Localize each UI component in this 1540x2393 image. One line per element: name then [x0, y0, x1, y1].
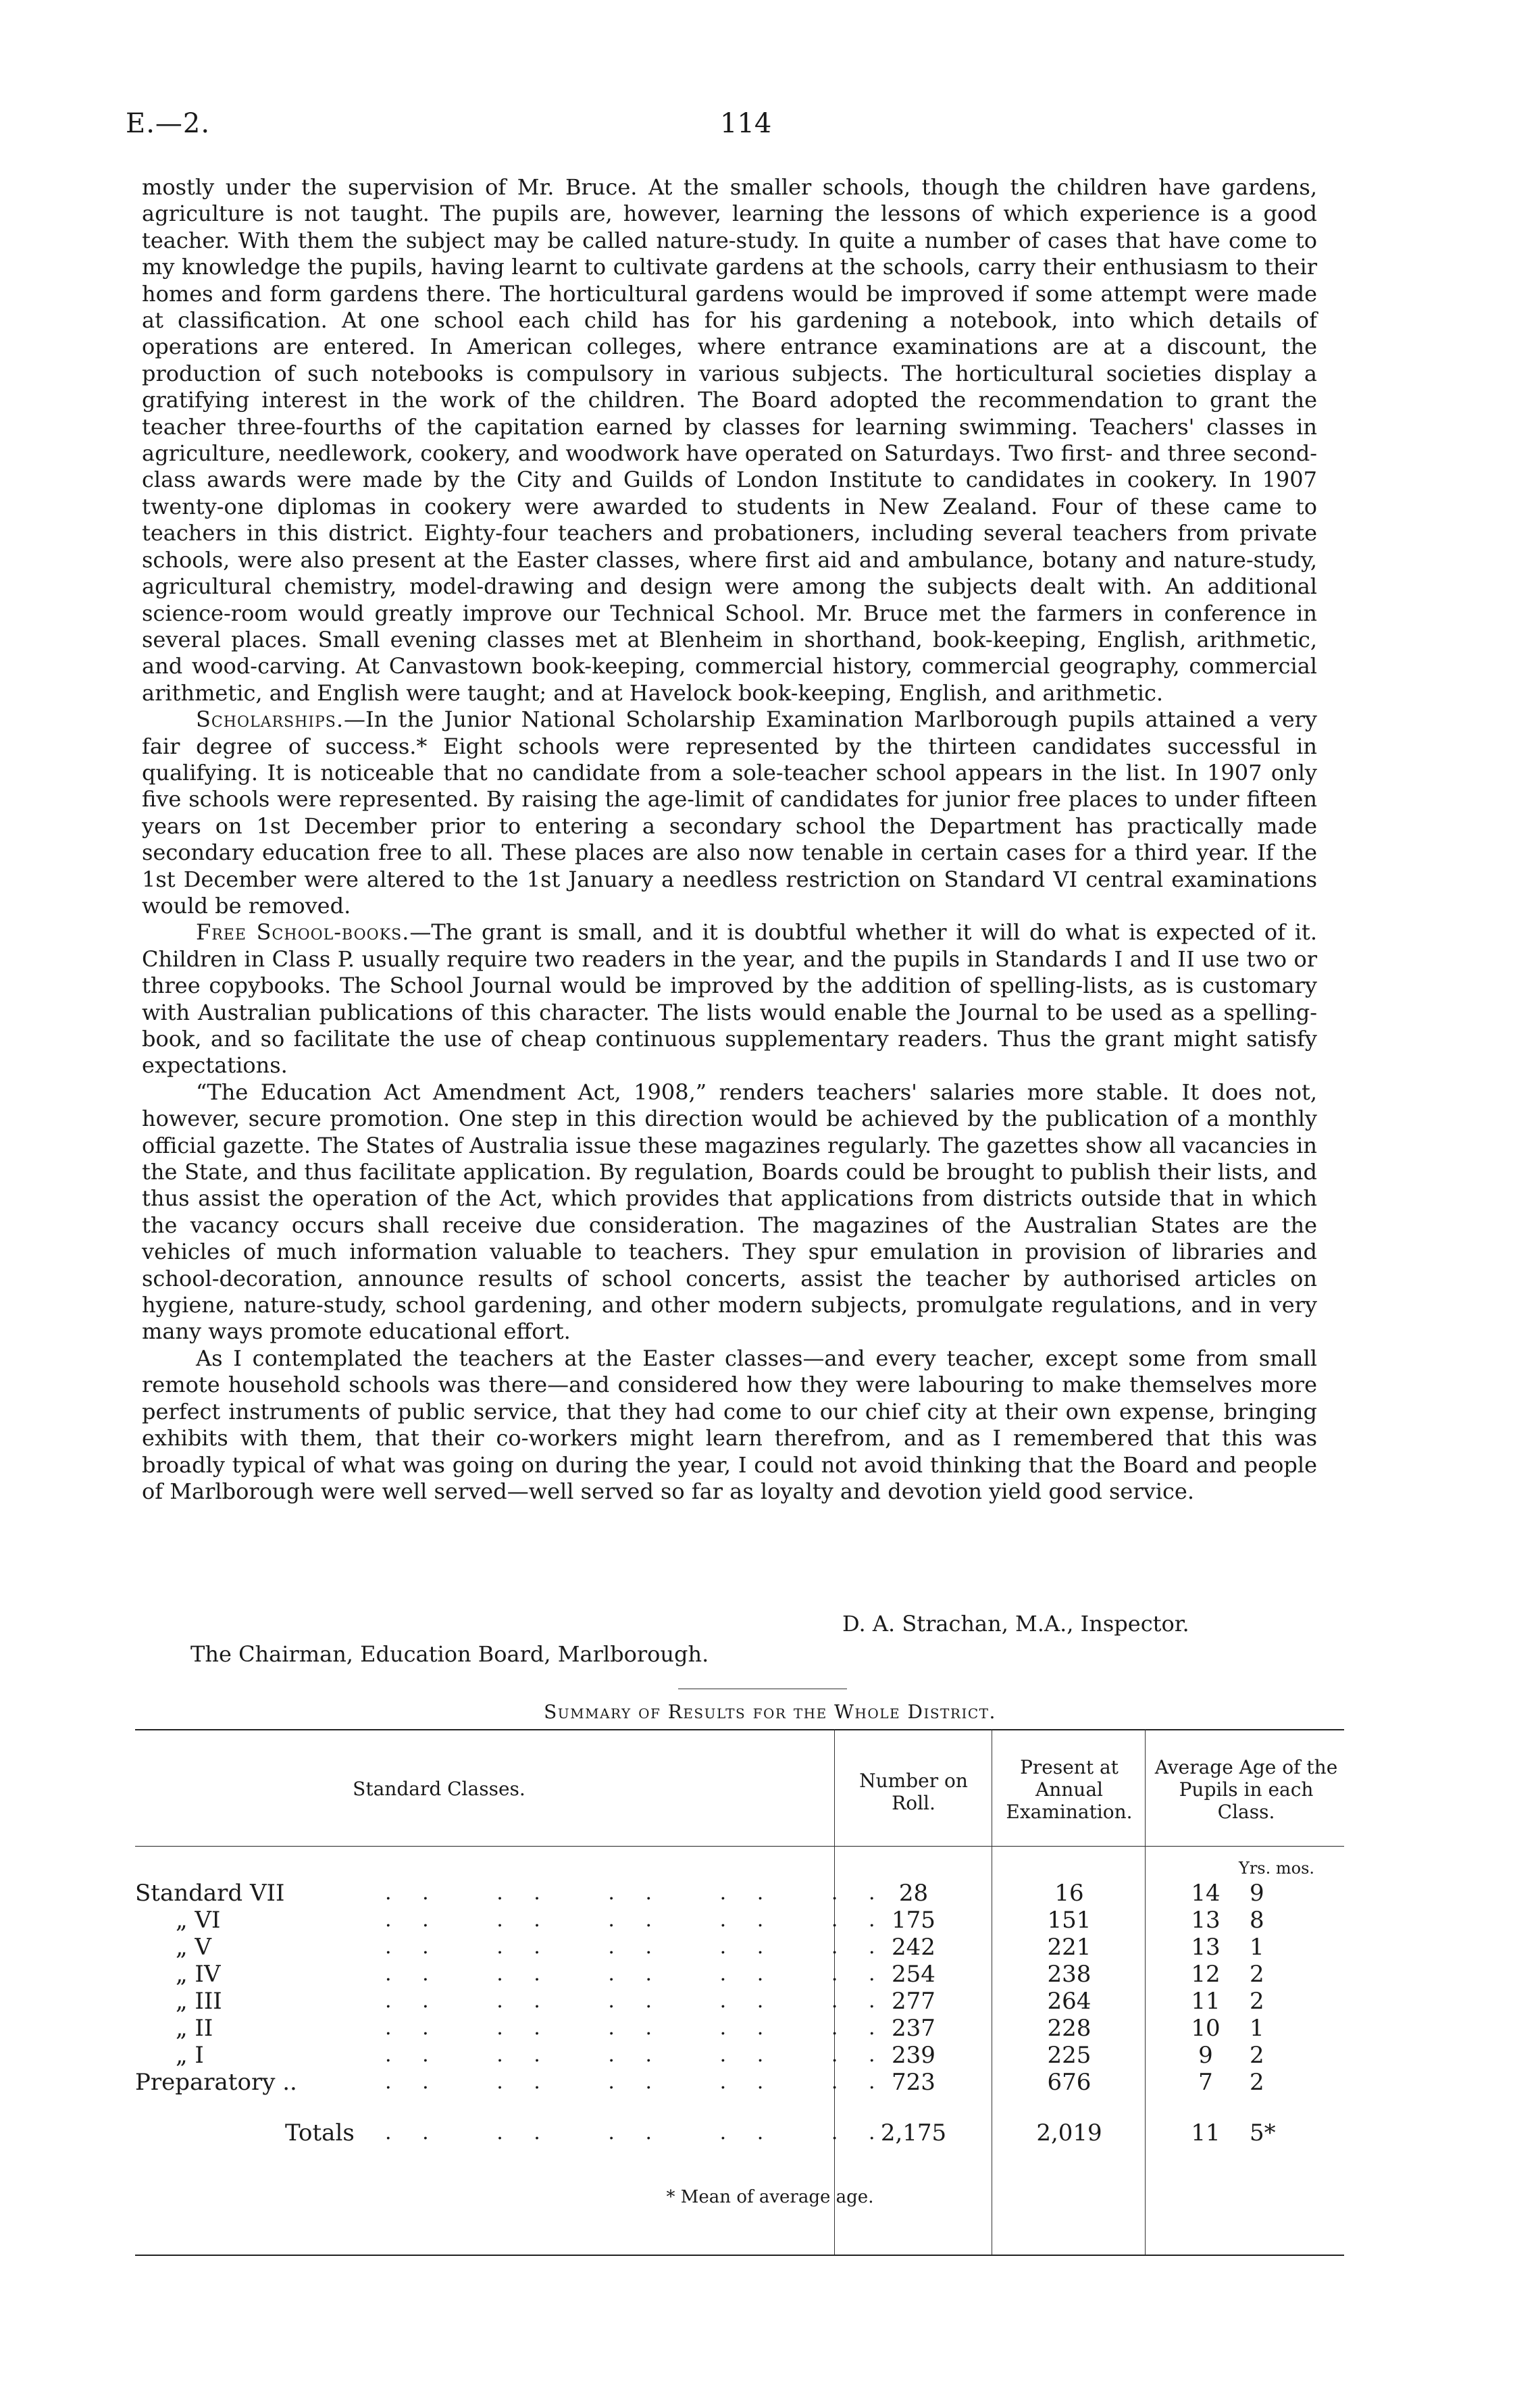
paragraph-text: “The Education Act Amendment Act, 1908,” renders teachers' salaries more stable. It does not, however, secure promotion. One step in this direction would be achieved by the publication of a monthly official gazette. The States of Australia issue these magazines regularly. The gazettes show all vacancies in the State, and thus facilitate application. By regulation, Boards could be brought to publish their lists, and thus assist the operation of the Act, which provides that applications from districts outside that in which the vacancy occurs shall receive due consideration. The magazines of the Australian States are the vehicles of much information valuable to teachers. They spur emulation in provision of libraries and school-decoration, announce results of school concerts, assist the teacher by authorised articles on hygiene, nature-study, school gardening, and other modern subjects, promulgate regulations, and in very many ways promote educational effort. — [142, 1079, 1317, 1345]
age-months: 8 — [1250, 1907, 1264, 1934]
paragraph-free-school-books — [142, 919, 1317, 1079]
present-value: 225 — [1047, 2042, 1092, 2069]
leader-dots: . . . . . . . . . . — [385, 1962, 888, 1986]
age-years: 13 — [1191, 1934, 1221, 1961]
row-label: „ III — [176, 1988, 222, 2015]
paragraph-text: —In the Junior National Scholarship Examination Marlborough pupils attained a very fair degree of success.* Eight schools were represented by the thirteen candidates successful in qualifying. It is noticeable that no candidate from a sole-teacher school appears in the list. In 1907 only five schools were represented. By raising the age-limit of candidates for junior free places to under fifteen years on 1st December prior to entering a secondary school the Department has practically made secondary education free to all. These places are also now tenable in certain cases for a third year. If the 1st December were altered to the 1st January a needless restriction on Standard VI central examinations would be removed. — [142, 706, 1317, 919]
present-value: 238 — [1047, 1961, 1092, 1988]
table-footnote: * Mean of average age. — [666, 2187, 874, 2207]
totals-age-years: 11 — [1191, 2119, 1221, 2146]
header-standard-classes: Standard Classes. — [353, 1778, 525, 1800]
leader-dots: . . . . . . . . . . — [385, 2043, 888, 2067]
age-months: 2 — [1250, 1988, 1264, 2015]
leader-dots: . . . . . . . . . . — [385, 2121, 888, 2144]
age-years: 11 — [1191, 1988, 1221, 2015]
section-heading: Free School-books. — [196, 919, 410, 946]
roll-value: 237 — [892, 2015, 935, 2042]
inspector-signature: D. A. Strachan, M.A., Inspector. — [842, 1611, 1189, 1637]
paragraph-text: mostly under the supervision of Mr. Bruce. At the smaller schools, though the children have gardens, agriculture is not taught. The pupils are, however, learning the lessons of which experience is a good teacher. With them the subject may be called nature-study. In quite a number of cases that have come to my knowledge the pupils, having learnt to cultivate gardens at the schools, carry their enthusiasm to their homes and form gardens there. The horticultural gardens would be improved if some attempt were made at classification. At one school each child has for his gardening a notebook, into which details of operations are entered. In American colleges, where entrance examinations are at a discount, the production of such notebooks is compulsory in various subjects. The horticultural societies display a gratifying interest in the work of the children. The Board adopted the recommendation to grant the teacher three-fourths of the capitation earned by classes for learning swimming. Teachers' classes in agriculture, needlework, cookery, and woodwork have operated on Saturdays. Two first- and three second-class awards were made by the City and Guilds of London Institute to candidates in cookery. In 1907 twenty-one diplomas in cookery were awarded to students in New Zealand. Four of these came to teachers in this district. Eighty-four teachers and probationers, including several teachers from private schools, were also present at the Easter classes, where first aid and ambulance, botany and nature-study, agricultural chemistry, model-drawing and design were among the subjects dealt with. An additional science-room would greatly improve our Technical School. Mr. Bruce met the farmers in conference in several places. Small evening classes met at Blenheim in shorthand, book-keeping, English, arithmetic, and wood-carving. At Canvastown book-keeping, commercial history, commercial geography, commercial arithmetic, and English were taught; and at Havelock book-keeping, English, and arithmetic. — [142, 174, 1317, 706]
paragraph-text: —The grant is small, and it is doubtful whether it will do what is expected of it. Children in Class P. usually require two readers in the year, and the pupils in Standards I and II use two or three copybooks. The School Journal would be improved by the addition of spelling-lists, as is customary with Australian publications of this character. The lists would enable the Journal to be used as a spelling-book, and so facilitate the use of cheap continuous supplementary readers. Thus the grant might satisfy expectations. — [142, 919, 1317, 1079]
report-body — [142, 174, 1317, 1505]
present-value: 264 — [1047, 1988, 1092, 2015]
totals-roll: 2,175 — [880, 2119, 947, 2146]
leader-dots: . . . . . . . . . . — [385, 1881, 888, 1905]
leader-dots: . . . . . . . . . . — [385, 2070, 888, 2094]
row-label: „ VI — [176, 1907, 221, 1934]
age-years: 10 — [1191, 2015, 1221, 2042]
paragraph-agriculture — [142, 174, 1317, 706]
page-number: 114 — [720, 108, 772, 139]
row-label: Standard VII — [135, 1880, 285, 1907]
age-years: 13 — [1191, 1907, 1221, 1934]
paragraph-text: As I contemplated the teachers at the Easter classes—and every teacher, except some from small remote household schools was there—and considered how they were labouring to make themselves more perfect instruments of public service, that they had come to our chief city at their own expense, bringing exhibits with them, that their co-workers might learn therefrom, and as I remembered that this was broadly typical of what was going on during the year, I could not avoid thinking that the Board and people of Marlborough were well served—well served so far as loyalty and devotion yield good service. — [142, 1345, 1317, 1504]
row-label: „ V — [176, 1934, 211, 1961]
age-months: 2 — [1250, 1961, 1264, 1988]
age-years: 9 — [1198, 2042, 1213, 2069]
header-number-on-roll: Number on Roll. — [859, 1770, 968, 1814]
document-reference: E.—2. — [126, 108, 211, 139]
row-label: „ IV — [176, 1961, 221, 1988]
roll-value: 175 — [892, 1907, 935, 1934]
paragraph-scholarships — [142, 706, 1317, 919]
roll-value: 242 — [892, 1934, 935, 1961]
table-header-rule — [135, 1846, 1344, 1847]
leader-dots: . . . . . . . . . . — [385, 2016, 888, 2040]
leader-dots: . . . . . . . . . . — [385, 1935, 888, 1959]
age-months: 9 — [1250, 1880, 1264, 1907]
table-title: Summary of Results for the Whole District. — [544, 1701, 996, 1723]
leader-dots: . . . . . . . . . . — [385, 1908, 888, 1932]
row-label: „ II — [176, 2015, 213, 2042]
header-present-at-examination: Present at Annual Examination. — [1006, 1756, 1133, 1823]
paragraph-conclusion — [142, 1345, 1317, 1505]
age-months: 1 — [1250, 1934, 1264, 1961]
leader-dots: . . . . . . . . . . — [385, 1989, 888, 2013]
row-label: Preparatory .. — [135, 2069, 297, 2096]
table-top-rule — [135, 1729, 1344, 1730]
present-value: 676 — [1047, 2069, 1092, 2096]
age-years: 7 — [1198, 2069, 1213, 2096]
header-age-units: Yrs. mos. — [1238, 1859, 1315, 1878]
roll-value: 28 — [898, 1880, 929, 1907]
table-bottom-rule — [135, 2255, 1344, 2256]
roll-value: 239 — [892, 2042, 935, 2069]
age-months: 1 — [1250, 2015, 1264, 2042]
age-months: 2 — [1250, 2042, 1264, 2069]
section-heading: Scholarships. — [196, 706, 344, 733]
present-value: 16 — [1054, 1880, 1084, 1907]
addressee: The Chairman, Education Board, Marlborough. — [190, 1641, 709, 1667]
column-divider — [1145, 1729, 1146, 2255]
age-months: 2 — [1250, 2069, 1264, 2096]
header-average-age: Average Age of the Pupils in each Class. — [1154, 1756, 1338, 1823]
totals-present: 2,019 — [1036, 2119, 1102, 2146]
present-value: 221 — [1047, 1934, 1092, 1961]
roll-value: 723 — [892, 2069, 935, 2096]
roll-value: 277 — [892, 1988, 935, 2015]
paragraph-amendment-act — [142, 1079, 1317, 1345]
age-years: 14 — [1191, 1880, 1221, 1907]
totals-age-months: 5* — [1250, 2119, 1276, 2146]
present-value: 228 — [1047, 2015, 1092, 2042]
row-label: „ I — [176, 2042, 204, 2069]
age-years: 12 — [1191, 1961, 1221, 1988]
totals-label: Totals — [285, 2119, 355, 2146]
present-value: 151 — [1047, 1907, 1092, 1934]
roll-value: 254 — [892, 1961, 935, 1988]
